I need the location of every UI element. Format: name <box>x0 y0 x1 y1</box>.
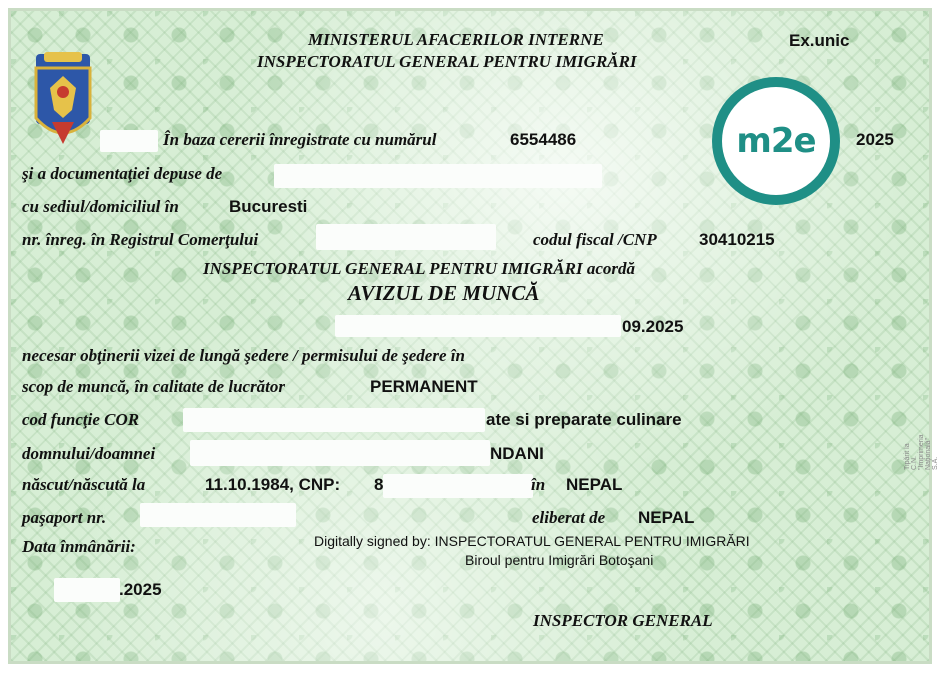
cor-value: ate si preparate culinare <box>486 410 682 429</box>
copy-mark: Ex.unic <box>789 31 850 50</box>
romania-coat-of-arms-icon <box>30 48 96 158</box>
birth-place-label: în <box>531 475 546 494</box>
passport-issuer: NEPAL <box>638 508 695 527</box>
redaction <box>54 578 120 602</box>
person-label: domnului/doamnei <box>22 444 156 463</box>
m2e-logo <box>712 77 840 205</box>
birth-label: născut/născută la <box>22 475 146 494</box>
birth-country: NEPAL <box>566 475 623 494</box>
documentation-label: şi a documentaţiei depuse de <box>22 164 223 183</box>
redaction <box>274 164 602 188</box>
redaction <box>383 474 533 498</box>
printer-note: Tipărit la C.N. "Imprimeria Naţională" S.A. <box>904 434 939 470</box>
redaction <box>190 440 490 466</box>
permit-date: 09.2025 <box>622 317 684 336</box>
redaction <box>100 130 158 152</box>
m2e-logo-text: m2e <box>736 121 816 161</box>
issued-by-label: eliberat de <box>532 508 606 527</box>
purpose-line-1: necesar obţinerii vizei de lungă şedere / permisului de şedere în <box>22 346 465 365</box>
inspectorate-title: INSPECTORATUL GENERAL PENTRU IMIGRĂRI <box>257 52 637 71</box>
grant-line: INSPECTORATUL GENERAL PENTRU IMIGRĂRI acordă <box>203 259 635 278</box>
redaction <box>140 503 296 527</box>
permit-title: AVIZUL DE MUNCĂ <box>348 281 540 305</box>
request-label: În baza cererii înregistrate cu numărul <box>163 130 437 149</box>
worker-type: PERMANENT <box>370 377 478 396</box>
digital-signature-line-2: Biroul pentru Imigrări Botoşani <box>465 552 654 568</box>
registry-label: nr. înreg. în Registrul Comerţului <box>22 230 259 249</box>
fiscal-code-label: codul fiscal /CNP <box>533 230 657 249</box>
purpose-line-2: scop de muncă, în calitate de lucrător <box>22 377 286 396</box>
headquarters-value: Bucuresti <box>229 197 308 216</box>
digital-signature-line-1: Digitally signed by: INSPECTORATUL GENERAL PENTRU IMIGRĂRI <box>314 533 750 549</box>
redaction <box>183 408 485 432</box>
delivery-date-label: Data înmânării: <box>22 537 136 556</box>
request-number: 6554486 <box>510 130 577 149</box>
person-name: NDANI <box>490 444 544 463</box>
headquarters-label: cu sediul/domiciliul în <box>22 197 179 216</box>
ministry-title: MINISTERUL AFACERILOR INTERNE <box>308 30 604 49</box>
signatory-role: INSPECTOR GENERAL <box>533 611 713 630</box>
fiscal-code-value: 30410215 <box>699 230 775 249</box>
cnp-start: 8 <box>374 475 384 494</box>
birth-value: 11.10.1984, CNP: <box>205 475 341 494</box>
passport-label: paşaport nr. <box>22 508 107 527</box>
redaction <box>335 315 621 337</box>
delivery-date: .2025 <box>119 580 162 599</box>
cor-label: cod funcţie COR <box>22 410 140 429</box>
request-year: 2025 <box>856 130 894 149</box>
redaction <box>316 224 496 250</box>
